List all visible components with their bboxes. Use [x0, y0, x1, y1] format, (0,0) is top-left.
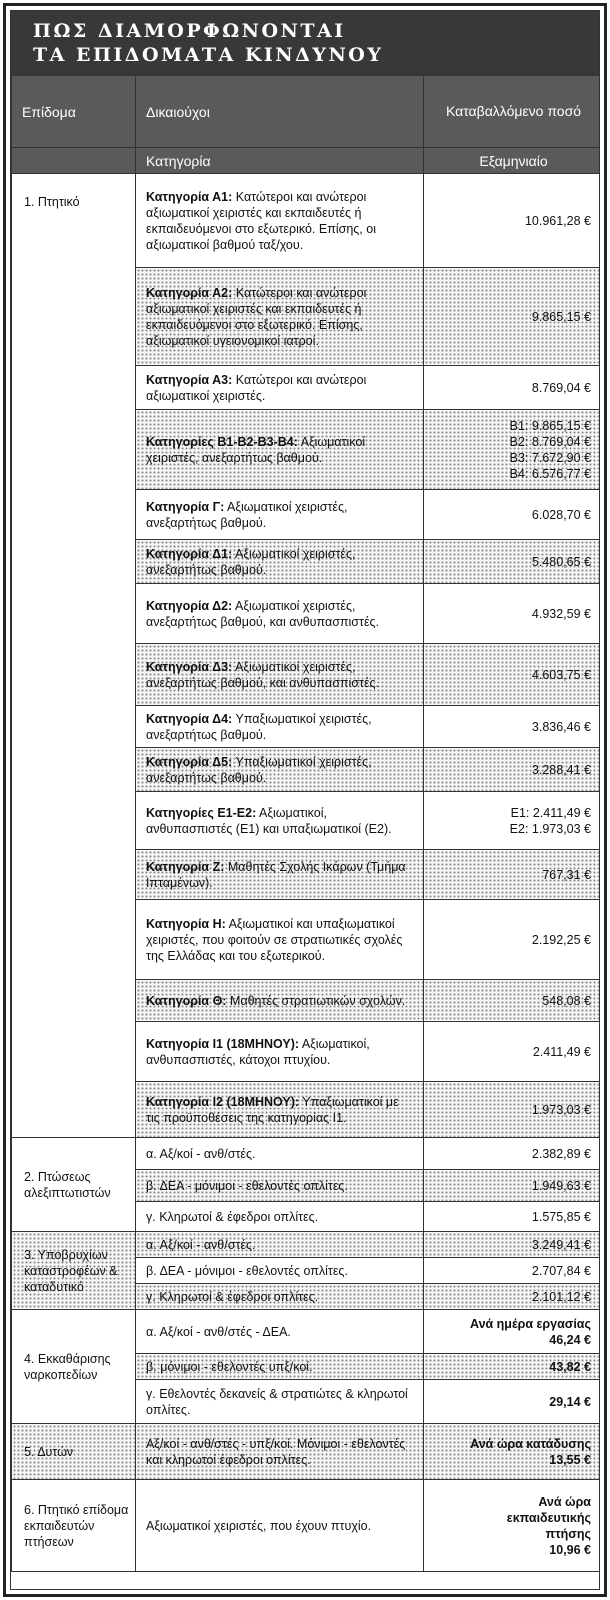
category-label: Κατηγορία Ι2 (18ΜΗΝΟΥ): — [146, 1094, 300, 1109]
table-container — [10, 10, 600, 1590]
amount-value: 29,14 € — [549, 1394, 591, 1409]
amount-value: Β3: 7.672,90 € — [509, 450, 591, 465]
amount-value: 3.249,41 € — [531, 1237, 591, 1252]
category-label: Κατηγορίες Β1-Β2-Β3-Β4: — [146, 434, 298, 449]
row-description: β. ΔΕΑ - μόνιμοι - εθελοντές οπλίτες. — [136, 1170, 424, 1202]
amount-value: 10.961,28 € — [524, 213, 591, 228]
category-desc: Μαθητές Σχολής Ικάρων (Τμήμα Ιπταμένων). — [146, 859, 406, 890]
row-amount — [424, 980, 601, 1022]
category-desc: Μαθητές στρατιωτικών σχολών. — [226, 993, 406, 1008]
table-row — [12, 1138, 601, 1170]
amount-value: 13,55 € — [549, 1452, 591, 1467]
amount-value: 548,08 € — [542, 993, 591, 1008]
amount-value: 2.411,49 € — [532, 1044, 591, 1059]
amount-value: 1.575,85 € — [531, 1209, 591, 1224]
header-beneficiaries: Δικαιούχοι — [136, 76, 424, 148]
amount-unit: πτήσης — [545, 1526, 591, 1541]
allowance-5-label: 5. Δυτών — [12, 1424, 136, 1480]
category-label: Κατηγορία Α3: — [146, 372, 233, 387]
row-amount — [424, 706, 601, 748]
row-description — [136, 850, 424, 900]
table-row — [12, 1480, 601, 1572]
row-amount — [424, 644, 601, 706]
allowance-3-label: 3. Υποβρυχίων καταστροφέων & καταδυτικό — [12, 1232, 136, 1310]
row-description: γ. Εθελοντές δεκανείς & στρατιώτες & κληρωτοί οπλίτες. — [136, 1380, 424, 1424]
row-description — [136, 748, 424, 792]
row-amount — [424, 1480, 601, 1572]
row-amount — [424, 410, 601, 490]
row-amount — [424, 1170, 601, 1202]
category-desc: Αξιωματικοί χειριστές, ανεξαρτήτως βαθμού. — [146, 499, 348, 530]
amount-value: 4.932,59 € — [531, 606, 591, 621]
allowance-6-label: 6. Πτητικό επίδομα εκπαιδευτών πτήσεων — [12, 1480, 136, 1572]
row-amount — [424, 584, 601, 644]
category-label: Κατηγορία Γ: — [146, 499, 225, 514]
category-desc: Κατώτεροι και ανώτεροι αξιωματικοί χειριστές και εκπαιδευτές ή εκπαιδευόμενοι στο εξωτερικό. Επίσης, οι αξιωματικοί βαθμού ταξ/χου. — [146, 189, 376, 252]
row-description: β. μόνιμοι - εθελοντές υπξ/κοί. — [136, 1354, 424, 1380]
amount-value: 3.836,46 € — [531, 719, 591, 734]
row-description — [136, 584, 424, 644]
amount-value: 46,24 € — [549, 1332, 591, 1347]
category-desc: Αξιωματικοί και υπαξιωματικοί χειριστές, που φοιτούν σε στρατιωτικές σχολές της Ελλάδας και του εξωτερικού. — [146, 916, 403, 963]
row-description — [136, 366, 424, 410]
amount-value: 10,96 € — [549, 1542, 591, 1557]
row-amount — [424, 748, 601, 792]
row-amount — [424, 490, 601, 540]
row-description: γ. Κληρωτοί & έφεδροι οπλίτες. — [136, 1202, 424, 1232]
row-description: α. Αξ/κοί - ανθ/στές. — [136, 1232, 424, 1258]
category-desc: Υπαξιωματικοί χειριστές, ανεξαρτήτως βαθμού. — [146, 754, 372, 785]
amount-value: 1.949,63 € — [531, 1178, 591, 1193]
row-description: β. ΔΕΑ - μόνιμοι - εθελοντές οπλίτες. — [136, 1258, 424, 1284]
row-amount — [424, 1354, 601, 1380]
category-desc: Αξιωματικοί χειριστές, ανεξαρτήτως βαθμού, και ανθυπασπιστές. — [146, 659, 380, 690]
category-desc: Αξιωματικοί, ανθυπασπιστές, κάτοχοι πτυχίου. — [146, 1036, 370, 1067]
row-description: Αξ/κοί - ανθ/στές - υπξ/κοί. Μόνιμοι - εθελοντές και κληρωτοί έφεδροι οπλίτες. — [136, 1424, 424, 1480]
table-row — [12, 1424, 601, 1480]
table-row — [12, 1310, 601, 1354]
row-amount — [424, 1310, 601, 1354]
category-label: Κατηγορία Η: — [146, 916, 226, 931]
amount-value: Β2: 8.769,04 € — [509, 434, 591, 449]
row-description — [136, 792, 424, 850]
category-desc: Αξιωματικοί, ανθυπασπιστές (Ε1) και υπαξιωματικοί (Ε2). — [146, 805, 392, 836]
title-line-2: ΤΑ ΕΠΙΔΟΜΑΤΑ ΚΙΝΔΥΝΟΥ — [33, 44, 384, 66]
page-frame — [3, 3, 607, 1597]
amount-value: 3.288,41 € — [531, 762, 591, 777]
row-amount — [424, 1202, 601, 1232]
amount-unit: εκπαιδευτικής — [506, 1510, 591, 1525]
row-amount — [424, 1284, 601, 1310]
row-description: α. Αξ/κοί - ανθ/στές - ΔΕΑ. — [136, 1310, 424, 1354]
category-label: Κατηγορία Δ5: — [146, 754, 233, 769]
amount-value: Ε2: 1.973,03 € — [509, 821, 591, 836]
row-amount — [424, 1022, 601, 1082]
allowance-name — [12, 174, 136, 1138]
row-amount — [424, 900, 601, 980]
category-label: Κατηγορία Θ: — [146, 993, 227, 1008]
subheader-row — [12, 148, 601, 174]
amount-unit: Ανά ώρα — [538, 1494, 591, 1509]
amount-value: 8.769,04 € — [531, 380, 591, 395]
amount-value: 2.382,89 € — [531, 1146, 591, 1161]
category-label: Κατηγορίες Ε1-Ε2: — [146, 805, 257, 820]
row-description: α. Αξ/κοί - ανθ/στές. — [136, 1138, 424, 1170]
category-desc: Κατώτεροι και ανώτεροι αξιωματικοί χειριστές. — [146, 372, 367, 403]
row-description — [136, 644, 424, 706]
allowance-2-label: 2. Πτώσεως αλεξιπτωτιστών — [12, 1138, 136, 1232]
category-desc: Κατώτεροι και ανώτεροι αξιωματικοί χειριστές και εκπαιδευτές ή εκπαιδευόμενοι στο εξωτερικό. Επίσης, αξιωματικοί υγειονομικοί ιατροί. — [146, 285, 367, 348]
subheader-category: Κατηγορία — [136, 148, 424, 174]
row-description: Αξιωματικοί χειριστές, που έχουν πτυχίο. — [136, 1480, 424, 1572]
amount-value: Β1: 9.865,15 € — [509, 418, 591, 433]
category-label: Κατηγορία Α1: — [146, 189, 233, 204]
allowance-4-label: 4. Εκκαθάρισης ναρκοπεδίων — [12, 1310, 136, 1424]
amount-value: 767,31 € — [542, 867, 591, 882]
category-desc: Αξιωματικοί χειριστές, ανεξαρτήτως βαθμού. — [146, 546, 356, 577]
amount-unit: Ανά ώρα κατάδυσης — [470, 1436, 591, 1451]
amount-unit: Ανά ημέρα εργασίας — [470, 1316, 591, 1331]
subheader-period: Εξαμηνιαίο — [424, 148, 601, 174]
category-label: Κατηγορία Α2: — [146, 285, 233, 300]
category-label: Κατηγορία Δ1: — [146, 546, 233, 561]
row-description — [136, 1022, 424, 1082]
category-label: Κατηγορία Ζ: — [146, 859, 225, 874]
category-desc: Υπαξιωματικοί με τις προϋποθέσεις της κατηγορίας Ι1. — [146, 1094, 399, 1125]
allowance-table — [11, 75, 600, 1572]
allowance-1-label: 1. Πτητικό — [24, 194, 80, 209]
amount-value: 5.480,65 € — [531, 554, 591, 569]
row-amount — [424, 268, 601, 366]
category-desc: Αξιωματικοί χειριστές, ανεξαρτήτως βαθμού. — [146, 434, 366, 465]
category-label: Κατηγορία Δ4: — [146, 711, 233, 726]
row-amount — [424, 366, 601, 410]
amount-value: 6.028,70 € — [531, 507, 591, 522]
row-amount — [424, 850, 601, 900]
row-amount — [424, 540, 601, 584]
row-description: γ. Κληρωτοί & έφεδροι οπλίτες. — [136, 1284, 424, 1310]
title-line-1: ΠΩΣ ΔΙΑΜΟΡΦΩΝΟΝΤΑΙ — [33, 20, 346, 42]
amount-value: 2.707,84 € — [531, 1263, 591, 1278]
row-description — [136, 174, 424, 268]
category-desc: Αξιωματικοί χειριστές, ανεξαρτήτως βαθμού, και ανθυπασπιστές. — [146, 598, 380, 629]
row-description — [136, 980, 424, 1022]
row-description — [136, 1082, 424, 1138]
row-description — [136, 268, 424, 366]
amount-value: Ε1: 2.411,49 € — [510, 805, 591, 820]
row-amount — [424, 1258, 601, 1284]
amount-value: Β4: 6.576,77 € — [509, 466, 591, 481]
amount-value: 2.101,12 € — [531, 1289, 591, 1304]
amount-value: 2.192,25 € — [531, 932, 591, 947]
row-amount — [424, 1082, 601, 1138]
category-label: Κατηγορία Ι1 (18ΜΗΝΟΥ): — [146, 1036, 300, 1051]
row-description — [136, 706, 424, 748]
row-description — [136, 900, 424, 980]
header-allowance: Επίδομα — [12, 76, 136, 148]
subheader-empty — [12, 148, 136, 174]
row-amount — [424, 792, 601, 850]
row-description — [136, 490, 424, 540]
row-amount — [424, 1424, 601, 1480]
category-desc: Υπαξιωματικοί χειριστές, ανεξαρτήτως βαθμού. — [146, 711, 372, 742]
table-row — [12, 1232, 601, 1258]
row-amount — [424, 1232, 601, 1258]
category-label: Κατηγορία Δ3: — [146, 659, 233, 674]
amount-value: 43,82 € — [549, 1359, 591, 1374]
amount-value: 9.865,15 € — [531, 309, 591, 324]
header-amount: Καταβαλλόμενο ποσό — [424, 76, 601, 148]
row-description — [136, 540, 424, 584]
page-title — [11, 11, 599, 75]
header-row — [12, 76, 601, 148]
row-amount — [424, 174, 601, 268]
row-amount — [424, 1380, 601, 1424]
category-label: Κατηγορία Δ2: — [146, 598, 233, 613]
row-amount — [424, 1138, 601, 1170]
amount-value: 4.603,75 € — [531, 667, 591, 682]
table-row — [12, 174, 601, 268]
row-description — [136, 410, 424, 490]
amount-value: 1.973,03 € — [531, 1102, 591, 1117]
